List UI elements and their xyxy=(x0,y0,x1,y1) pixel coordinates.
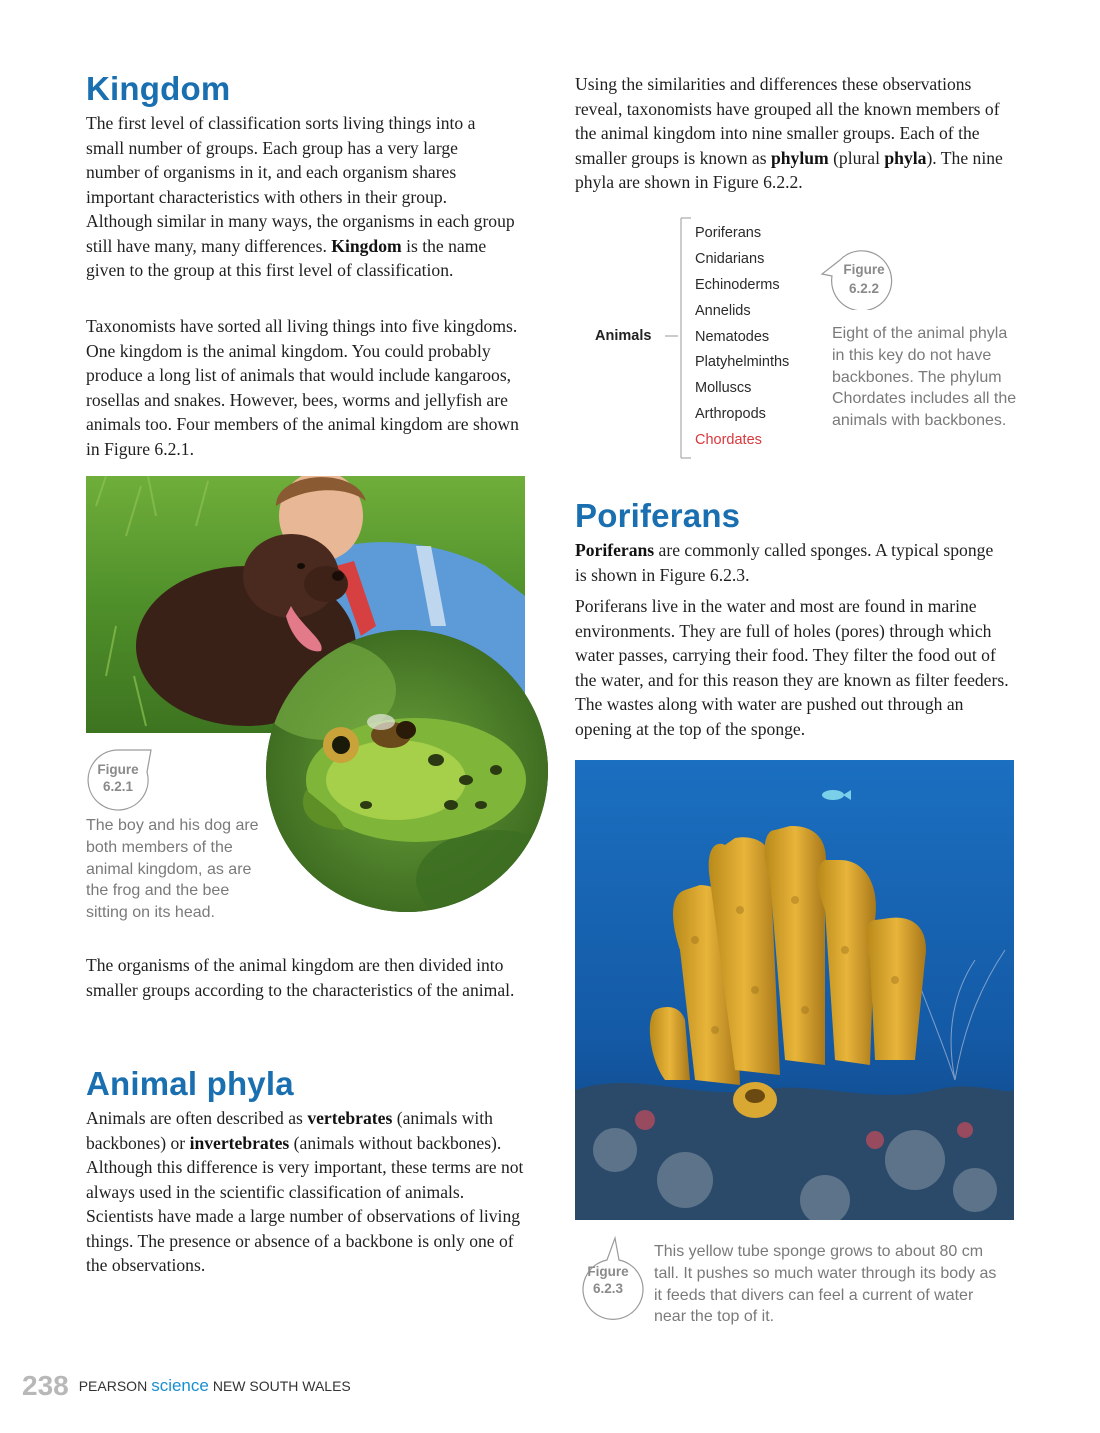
kingdom-paragraph-2: Taxonomists have sorted all living things into five kingdoms. One kingdom is the animal kingdom. You could probably produce a long list of animals that would include kangaroos, rosellas and snakes. However, bees, worms and jellyfish are animals too. Four members of the animal kingdom are shown in Figure 6.2.1. xyxy=(86,316,519,459)
figure-number: 6.2.2 xyxy=(848,281,880,296)
phylum-nematodes: Nematodes xyxy=(695,328,770,345)
poriferans-heading: Poriferans xyxy=(575,497,741,534)
edition-name: NEW SOUTH WALES xyxy=(212,1378,351,1394)
page-footer xyxy=(22,1370,351,1402)
figure-6-2-3-caption: This yellow tube sponge grows to about 80 cm tall. It pushes so much water through its body as it feeds that divers can feel a current of water near the top of it. xyxy=(654,1243,997,1326)
key-term: phyla xyxy=(884,147,927,168)
animal-phyla-paragraph: Animals are often described as vertebrates (animals with backbones) or invertebrates (animals without backbones). Although this difference is very important, these terms are not always used in the scientific classification of animals. Scientists have made a large number of observations of living things. The presence or absence of a backbone is only one of the observations. xyxy=(86,1108,524,1275)
poriferans-paragraph-1: Poriferans are commonly called sponges. A typical sponge is shown in Figure 6.2.3. xyxy=(575,540,994,585)
series-name: science xyxy=(151,1376,209,1395)
figure-number: 6.2.3 xyxy=(592,1281,624,1296)
figure-label: Figure xyxy=(587,1264,629,1279)
key-term: Poriferans xyxy=(575,540,655,560)
key-term: invertebrates xyxy=(189,1132,290,1153)
kingdom-heading: Kingdom xyxy=(86,70,231,107)
page-number: 238 xyxy=(22,1370,69,1401)
key-term: phylum xyxy=(770,147,829,168)
figure-label: Figure xyxy=(843,262,885,277)
key-term: Kingdom xyxy=(331,235,402,256)
kingdom-paragraph-1: The first level of classification sorts living things into a small number of groups. Each group has a very large number of organisms in it, and each organism shares important characteristics with others in their group. Although similar in many ways, the organisms in each group still have many, many differences. Kingdom is the name given to the group at this first level of classification. xyxy=(86,113,515,280)
phyla-list xyxy=(695,222,789,455)
figure-6-2-1-caption: The boy and his dog are both members of the animal kingdom, as are the frog and the bee sitting on its head. xyxy=(86,817,259,922)
figure-label: Figure xyxy=(97,762,139,777)
yellow-tube-sponge-photo xyxy=(575,760,1014,1220)
frog-with-bee-photo xyxy=(266,630,548,912)
figure-6-2-2-caption: Eight of the animal phyla in this key do not have backbones. The phylum Chordates includes all the animals with backbones. xyxy=(832,325,1017,430)
figure-6-2-3-badge xyxy=(575,1232,647,1296)
figure-6-2-1-badge xyxy=(86,748,158,812)
animal-phyla-heading: Animal phyla xyxy=(86,1065,294,1102)
phylum-cnidarians: Cnidarians xyxy=(695,250,765,267)
phylum-molluscs: Molluscs xyxy=(695,380,752,397)
phylum-chordates: Chordates xyxy=(695,432,762,449)
poriferans-paragraph-2: Poriferans live in the water and most are found in marine environments. They are full of holes (pores) through which water passes, carrying their food. They filter the food out of the water, and for this reason they are known as filter feeders. The wastes along with water are pushed out through an opening at the top of the sponge. xyxy=(575,596,1009,739)
figure-number: 6.2.1 xyxy=(102,779,134,794)
key-root-animals: Animals xyxy=(595,328,652,344)
phyla-intro-paragraph: Using the similarities and differences these observations reveal, taxonomists have grouped all the known members of the animal kingdom into nine smaller groups. Each of the smaller groups is known as phylum (plural phyla). The nine phyla are shown in Figure 6.2.2. xyxy=(575,74,1003,192)
phylum-poriferans: Poriferans xyxy=(695,225,762,241)
phylum-annelids: Annelids xyxy=(695,302,751,319)
phylum-echinoderms: Echinoderms xyxy=(695,276,780,293)
figure-6-2-2-badge xyxy=(820,246,892,310)
publisher-name: PEARSON xyxy=(78,1378,148,1394)
kingdom-paragraph-3: The organisms of the animal kingdom are then divided into smaller groups according to the characteristics of the animal. xyxy=(86,955,515,1000)
phylum-platyhelminths: Platyhelminths xyxy=(695,354,790,371)
key-term: vertebrates xyxy=(307,1108,393,1128)
phylum-arthropods: Arthropods xyxy=(695,406,766,423)
